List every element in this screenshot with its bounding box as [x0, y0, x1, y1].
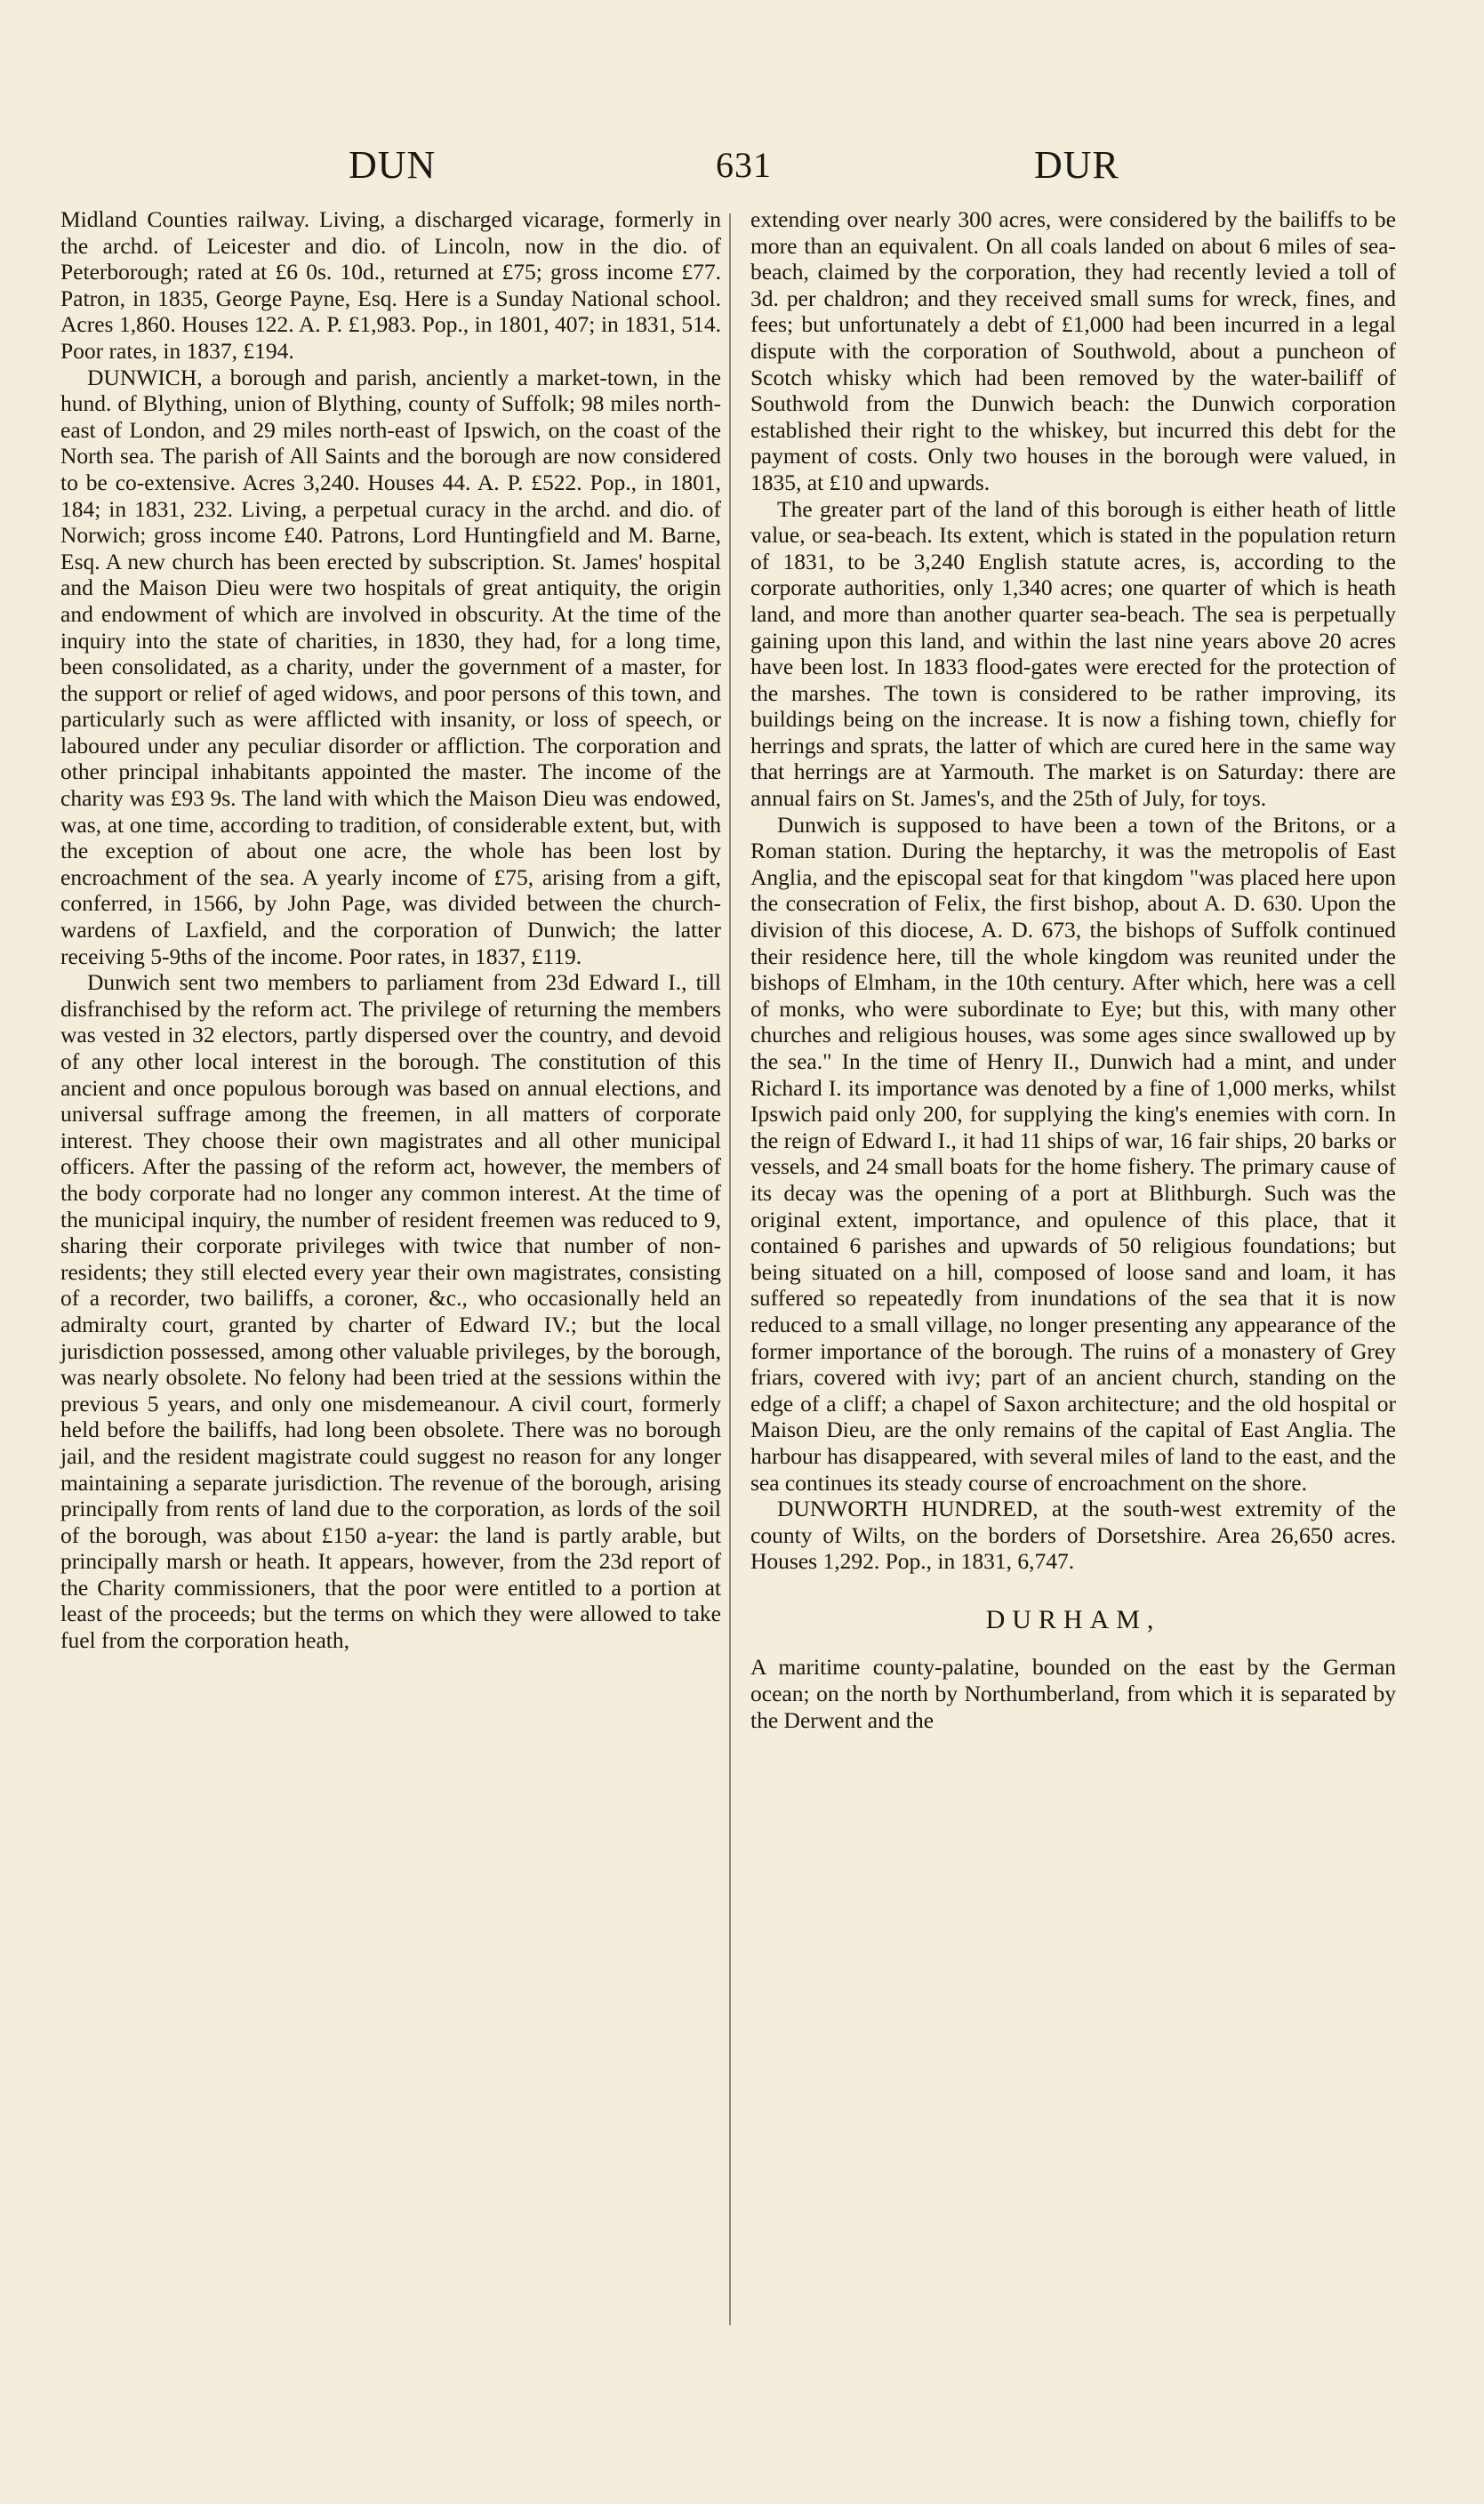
county-intro-durham: A maritime county-palatine, bounded on the east by the German ocean; on the north by Northumberland, from which it is separated by the Derwent and the — [750, 1654, 1396, 1733]
running-head-right: DUR — [1034, 143, 1119, 187]
paragraph-continued: extending over nearly 300 acres, were considered by the bailiffs to be more than an equivalent. On all coals landed on about 6 miles of sea-beach, claimed by the corporation, they had recently levied a toll of 3d. per chaldron; and they received small sums for wreck, fines, and fees; but unfortunately a debt of £1,000 had been incurred in a legal dispute with the corporation of Southwold, about a puncheon of Scotch whisky which had been removed by the water-bailiff of Southwold from the Dunwich beach: the Dunwich corporation established their right to the whiskey, but incurred this debt for the payment of costs. Only two houses in the borough were valued, in 1835, at £10 and upwards. — [750, 206, 1396, 495]
left-column — [60, 206, 721, 1654]
paragraph-dunwich-history: Dunwich is supposed to have been a town of the Britons, or a Roman station. During the heptarchy, it was the metropolis of East Anglia, and the episcopal seat for that kingdom "was placed here upon the consecration of Felix, the first bishop, about A. D. 630. Upon the division of this diocese, A. D. 673, the bishops of Suffolk continued their residence here, till the whole kingdom was reunited under the bishops of Elmham, in the 10th century. After which, here was a cell of monks, who were subordinate to Eye; but this, with many other churches and religious houses, was some ages since swallowed up by the sea." In the time of Henry II., Dunwich had a mint, and under Richard I. its importance was denoted by a fine of 1,000 merks, whilst Ipswich paid only 200, for supplying the king's enemies with corn. In the reign of Edward I., it had 11 ships of war, 16 fair ships, 20 barks or vessels, and 24 small boats for the home fishery. The primary cause of its decay was the opening of a port at Blithburgh. Such was the original extent, importance, and opulence of this place, that it contained 6 parishes and upwards of 50 religious foundations; but being situated on a hill, composed of loose sand and loam, it has suffered so repeatedly from inundations of the sea that it is now reduced to a small village, no longer presenting any appearance of the former importance of the borough. The ruins of a monastery of Grey friars, covered with ivy; part of an ancient church, standing on the edge of a cliff; a chapel of Saxon architecture; and the old hospital or Maison Dieu, are the only remains of the capital of East Anglia. The harbour has disappeared, with several miles of land to the east, and the sea continues its steady course of encroachment on the shore. — [750, 811, 1396, 1496]
running-head-left: DUN — [349, 143, 437, 187]
paragraph-continued: Midland Counties railway. Living, a discharged vicarage, formerly in the archd. of Leicester and dio. of Lincoln, now in the dio. of Peterborough; rated at £6 0s. 10d., returned at £75; gross income £77. Patron, in 1835, George Payne, Esq. Here is a Sunday National school. Acres 1,860. Houses 122. A. P. £1,983. Pop., in 1801, 407; in 1831, 514. Poor rates, in 1837, £194. — [60, 206, 721, 364]
page-number: 631 — [716, 145, 772, 185]
paragraph-dunwich-land: The greater part of the land of this borough is either heath of little value, or sea-beach. Its extent, which is stated in the population return of 1831, to be 3,240 English statute acres, is, according to the corporate authorities, only 1,340 acres; one quarter of which is heath land, and more than another quarter sea-beach. The sea is perpetually gaining upon this land, and within the last nine years above 20 acres have been lost. In 1833 flood-gates were erected for the protection of the marshes. The town is considered to be rather improving, its buildings being on the increase. It is now a fishing town, chiefly for herrings and sprats, the latter of which are cured here in the same way that herrings are at Yarmouth. The market is on Saturday: there are annual fairs on St. James's, and the 25th of July, for toys. — [750, 495, 1396, 812]
right-column — [750, 206, 1396, 1733]
paragraph-dunwich-parliament: Dunwich sent two members to parliament from 23d Edward I., till disfranchised by the reform act. The privilege of returning the members was vested in 32 electors, partly dispersed over the country, and devoid of any other local interest in the borough. The constitution of this ancient and once populous borough was based on annual elections, and universal suffrage among the freemen, in all matters of corporate interest. They choose their own magistrates and all other municipal officers. After the passing of the reform act, however, the members of the body corporate had no longer any common interest. At the time of the municipal inquiry, the number of resident freemen was reduced to 9, sharing their corporate privileges with twice that number of non-residents; they still elected every year their own magistrates, consisting of a recorder, two bailiffs, a coroner, &c., who occasionally held an admiralty court, granted by charter of Edward IV.; but the local jurisdiction possessed, among other valuable privileges, by the borough, was nearly obsolete. No felony had been tried at the sessions within the previous 5 years, and only one misdemeanour. A civil court, formerly held before the bailiffs, had long been obsolete. There was no borough jail, and the resident magistrate could suggest no reason for any longer maintaining a separate jurisdiction. The revenue of the borough, arising principally from rents of land due to the corporation, as lords of the soil of the borough, was about £150 a-year: the land is partly arable, but principally marsh or heath. It appears, however, from the 23d report of the Charity commissioners, that the poor were entitled to a portion at least of the proceeds; but the terms on which they were allowed to take fuel from the corporation heath, — [60, 969, 721, 1654]
column-divider — [729, 213, 731, 2325]
entry-dunwich: DUNWICH, a borough and parish, anciently a market-town, in the hund. of Blything, union of Blything, county of Suffolk; 98 miles north-east of London, and 29 miles north-east of Ipswich, on the coast of the North sea. The parish of All Saints and the borough are now considered to be co-extensive. Acres 3,240. Houses 44. A. P. £522. Pop., in 1801, 184; in 1831, 232. Living, a perpetual curacy in the archd. and dio. of Norwich; gross income £40. Patrons, Lord Huntingfield and M. Barne, Esq. A new church has been erected by subscription. St. James' hospital and the Maison Dieu were two hospitals of great antiquity, the origin and endowment of which are involved in obscurity. At the time of the inquiry into the state of charities, in 1830, they had, for a long time, been consolidated, as a charity, under the government of a master, for the support or relief of aged widows, and poor persons of this town, and particularly such as were afflicted with insanity, or loss of speech, or laboured under any peculiar disorder or affliction. The corporation and other principal inhabitants appointed the master. The income of the charity was £93 9s. The land with which the Maison Dieu was endowed, was, at one time, according to tradition, of considerable extent, but, with the exception of about one acre, the whole has been lost by encroachment of the sea. A yearly income of £75, arising from a gift, conferred, in 1566, by John Page, was divided between the church-wardens of Laxfield, and the corporation of Dunwich; the latter receiving 5-9ths of the income. Poor rates, in 1837, £119. — [60, 364, 721, 969]
entry-dunworth-hundred: DUNWORTH HUNDRED, at the south-west extremity of the county of Wilts, on the borders of Dorsetshire. Area 26,650 acres. Houses 1,292. Pop., in 1831, 6,747. — [750, 1496, 1396, 1575]
county-heading-durham: DURHAM, — [985, 1604, 1161, 1634]
